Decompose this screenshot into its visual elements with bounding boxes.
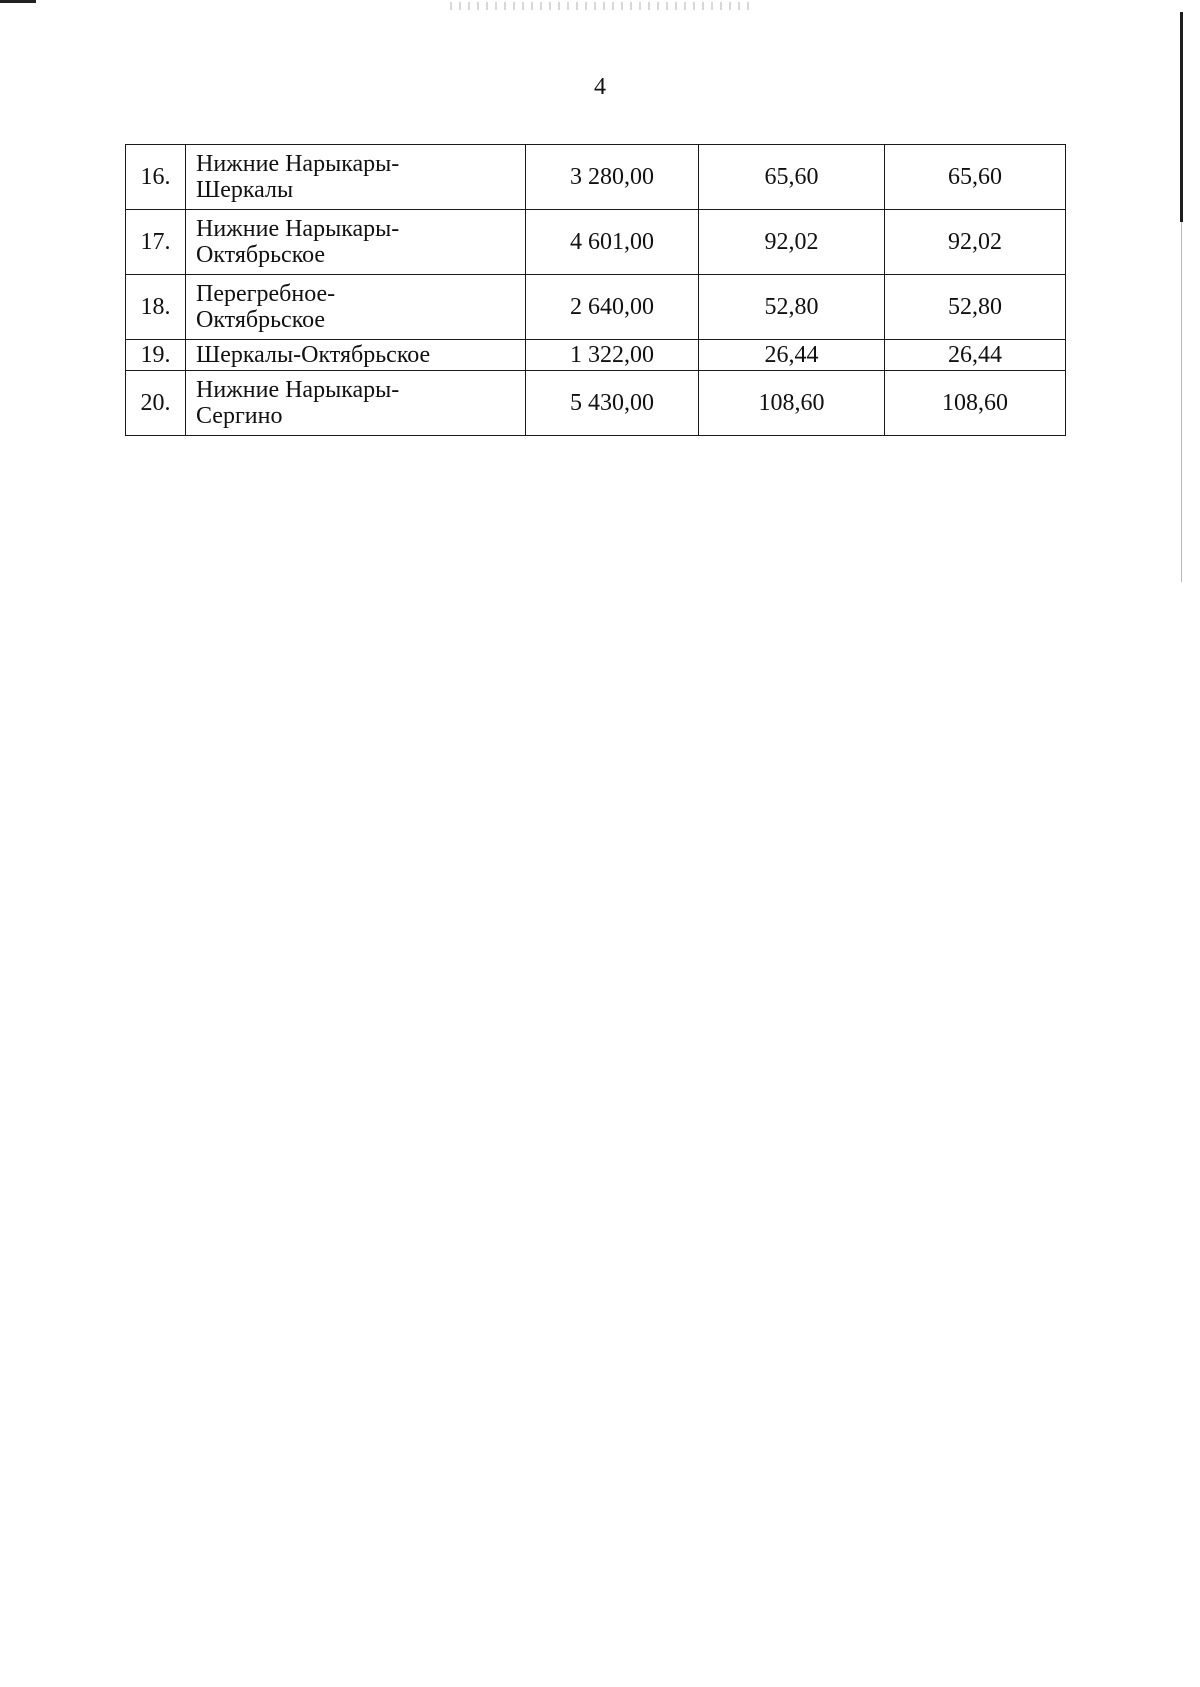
scan-artifact-corner <box>0 0 36 3</box>
row-number: 20. <box>126 371 186 436</box>
route-name-line1: Перегребное- <box>196 281 336 307</box>
page-number: 4 <box>594 74 606 100</box>
route-name-line1: Нижние Нарыкары- <box>196 216 400 242</box>
value-1: 3 280,00 <box>526 145 699 210</box>
routes-table <box>125 144 1066 436</box>
value-2: 65,60 <box>699 145 885 210</box>
value-3: 65,60 <box>885 145 1066 210</box>
value-1: 1 322,00 <box>526 340 699 371</box>
value-1: 5 430,00 <box>526 371 699 436</box>
route-name-line2: Октябрьское <box>196 307 326 333</box>
value-1: 2 640,00 <box>526 275 699 340</box>
table-row <box>126 275 1066 340</box>
value-3: 52,80 <box>885 275 1066 340</box>
value-3: 26,44 <box>885 340 1066 371</box>
row-number: 17. <box>126 210 186 275</box>
route-name-line2: Сергино <box>196 403 283 429</box>
route-name-line2: Октябрьское <box>196 242 326 268</box>
route-name <box>186 371 526 436</box>
row-number: 19. <box>126 340 186 371</box>
route-name-line1: Нижние Нарыкары- <box>196 377 400 403</box>
route-name <box>186 210 526 275</box>
table-row <box>126 371 1066 436</box>
scan-artifact-edge <box>1180 12 1183 222</box>
scan-artifact-edge-faint <box>1181 222 1182 582</box>
route-name <box>186 275 526 340</box>
table-row <box>126 210 1066 275</box>
table-row <box>126 145 1066 210</box>
route-name-line1: Нижние Нарыкары- <box>196 151 400 177</box>
row-number: 18. <box>126 275 186 340</box>
value-2: 108,60 <box>699 371 885 436</box>
route-name-line2: Шеркалы <box>196 177 294 203</box>
route-name <box>186 340 526 371</box>
value-3: 92,02 <box>885 210 1066 275</box>
value-3: 108,60 <box>885 371 1066 436</box>
scan-artifact-speckle <box>450 2 750 10</box>
route-name-line1: Шеркалы-Октябрьское <box>196 342 431 368</box>
value-2: 92,02 <box>699 210 885 275</box>
value-2: 52,80 <box>699 275 885 340</box>
route-name <box>186 145 526 210</box>
table-row <box>126 340 1066 371</box>
row-number: 16. <box>126 145 186 210</box>
value-1: 4 601,00 <box>526 210 699 275</box>
value-2: 26,44 <box>699 340 885 371</box>
